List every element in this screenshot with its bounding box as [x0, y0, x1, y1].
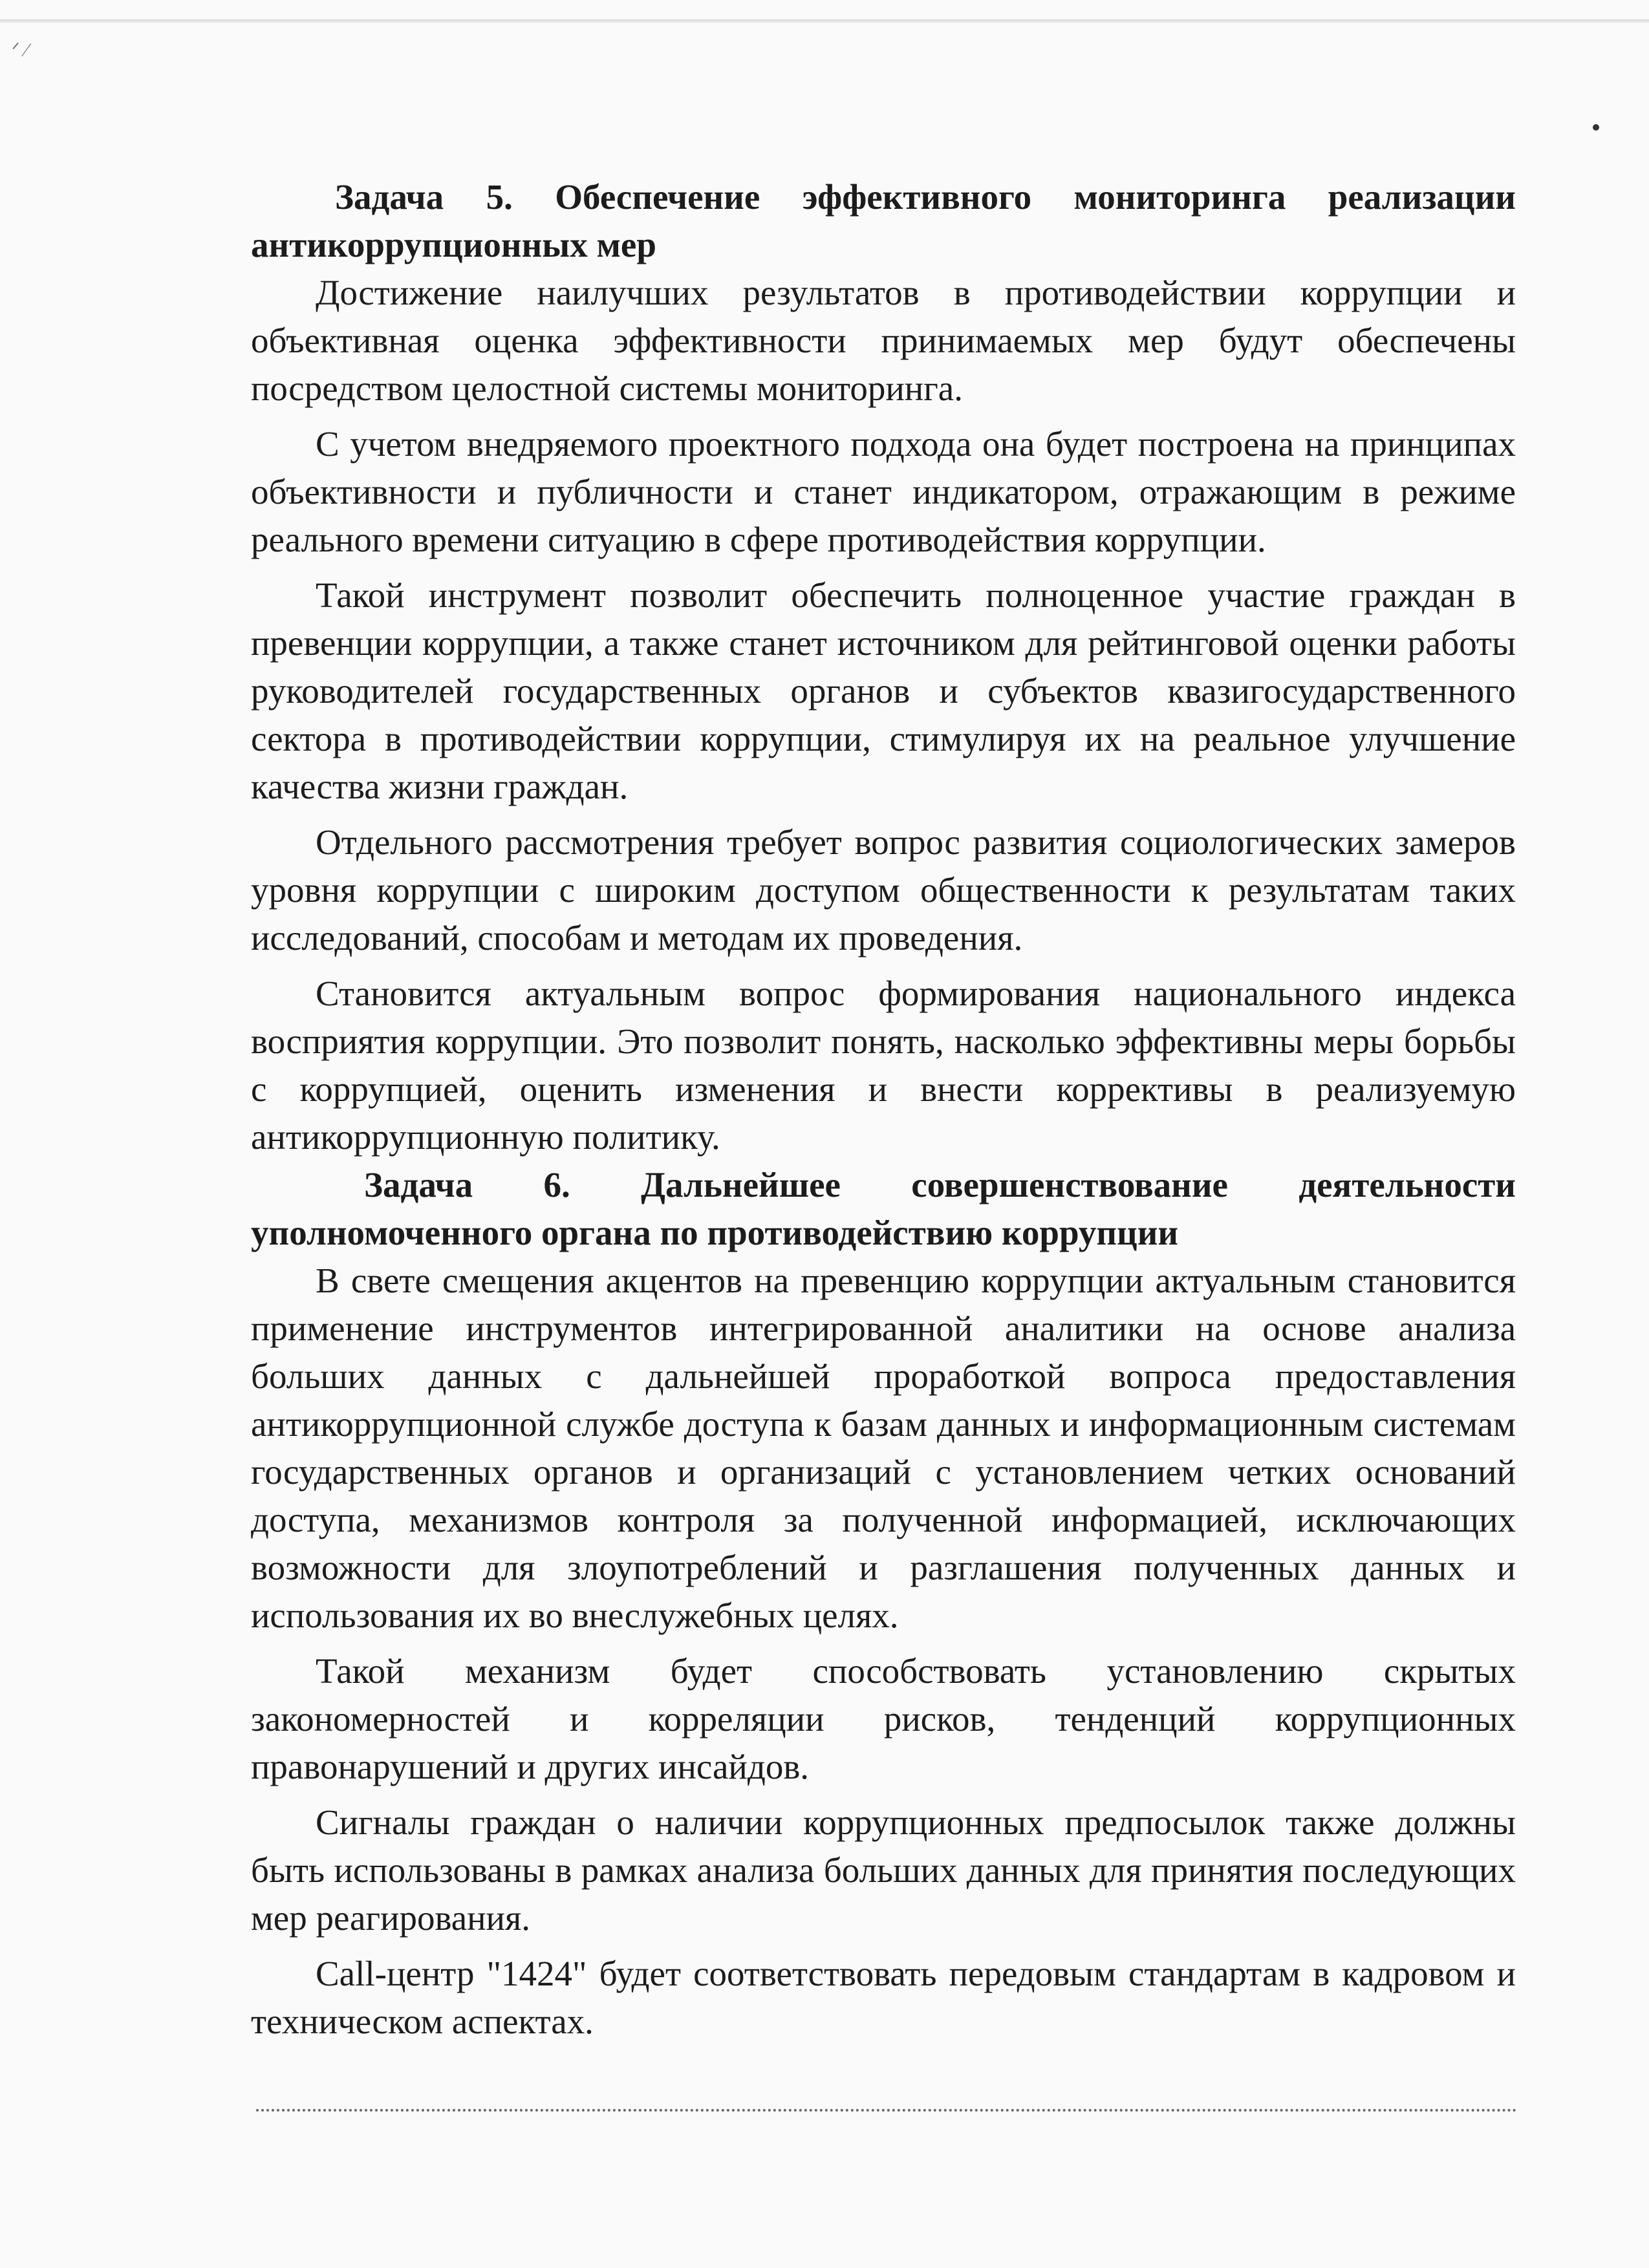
dotted-rule	[256, 2109, 1517, 2112]
task6-heading: Задача 6. Дальнейшее совершенствование деятельности уполномоченного органа по противодействию коррупции	[251, 1165, 1516, 1252]
document-page	[251, 173, 1516, 2046]
scan-top-edge	[0, 19, 1649, 23]
task5-paragraph-5: Становится актуальным вопрос формирования национального индекса восприятия коррупции. Это позволит понять, насколько эффективны меры борьбы с коррупцией, оценить изменения и внести коррективы в реализуемую антикоррупционную политику.	[251, 974, 1516, 1157]
scan-artifact: ᐟ ⁄	[12, 39, 28, 61]
task6-paragraph-1: В свете смещения акцентов на превенцию коррупции актуальным становится применение инструментов интегрированной аналитики на основе анализа больших данных с дальнейшей проработкой вопроса предоставления антикоррупционной службе доступа к базам данных и информационным системам государственных органов и организаций с установлением четких оснований доступа, механизмов контроля за полученной информацией, исключающих возможности для злоупотреблений и разглашения полученных данных и использования их во внеслужебных целях.	[251, 1261, 1516, 1635]
scan-dot	[1593, 124, 1599, 131]
task6-paragraph-3: Сигналы граждан о наличии коррупционных предпосылок также должны быть использованы в рамках анализа больших данных для принятия последующих мер реагирования.	[251, 1803, 1516, 1938]
task5-paragraph-4: Отдельного рассмотрения требует вопрос развития социологических замеров уровня коррупции с широким доступом общественности к результатам таких исследований, способам и методам их проведения.	[251, 822, 1516, 957]
task5-paragraph-3: Такой инструмент позволит обеспечить полноценное участие граждан в превенции коррупции, а также станет источником для рейтинговой оценки работы руководителей государственных органов и субъектов квазигосударственного сектора в противодействии коррупции, стимулируя их на реальное улучшение качества жизни граждан.	[251, 575, 1516, 806]
task5-heading: Задача 5. Обеспечение эффективного мониторинга реализации антикоррупционных мер	[251, 177, 1516, 264]
task6-paragraph-2: Такой механизм будет способствовать установлению скрытых закономерностей и корреляции рисков, тенденций коррупционных правонарушений и других инсайдов.	[251, 1651, 1516, 1786]
task5-paragraph-2: С учетом внедряемого проектного подхода она будет построена на принципах объективности и публичности и станет индикатором, отражающим в режиме реального времени ситуацию в сфере противодействия коррупции.	[251, 424, 1516, 559]
task5-paragraph-1: Достижение наилучших результатов в противодействии коррупции и объективная оценка эффективности принимаемых мер будут обеспечены посредством целостной системы мониторинга.	[251, 273, 1516, 408]
task6-paragraph-4: Call-центр "1424" будет соответствовать передовым стандартам в кадровом и техническом аспектах.	[251, 1954, 1516, 2041]
